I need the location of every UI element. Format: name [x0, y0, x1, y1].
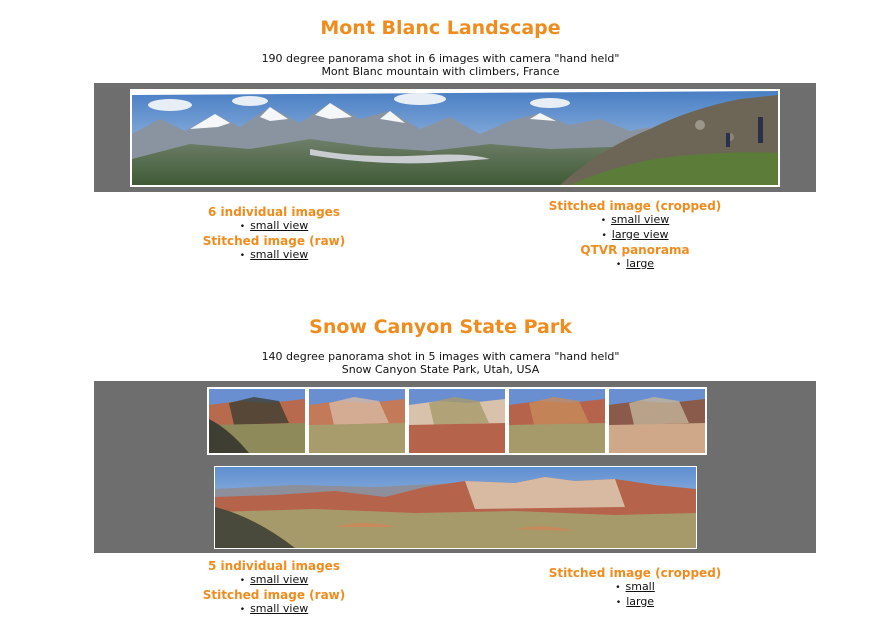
individual-image-thumb[interactable]	[507, 387, 607, 455]
individual-image-thumb[interactable]	[207, 387, 307, 455]
link-cropped-small-view[interactable]: small view	[611, 213, 670, 226]
link-qtvr-large[interactable]: large	[626, 257, 655, 270]
heading-individual-images: 6 individual images	[208, 205, 340, 219]
list-item	[535, 228, 735, 243]
heading-stitched-raw: Stitched image (raw)	[202, 588, 346, 602]
list-item	[188, 573, 360, 588]
link-cropped-small[interactable]: small	[625, 580, 655, 593]
link-stitched-raw-small-view[interactable]: small view	[250, 602, 309, 615]
links-right-mont-blanc	[535, 199, 735, 272]
link-individual-small-view[interactable]: small view	[250, 573, 309, 586]
list-item	[535, 580, 735, 595]
panorama-image-mont-blanc[interactable]	[130, 89, 780, 187]
desc-line-2: Snow Canyon State Park, Utah, USA	[341, 363, 540, 376]
list-item	[535, 257, 735, 272]
link-cropped-large[interactable]: large	[626, 595, 655, 608]
desc-line-1: 190 degree panorama shot in 6 images with camera "hand held"	[261, 52, 620, 65]
individual-image-thumb[interactable]	[307, 387, 407, 455]
section-title-mont-blanc: Mont Blanc Landscape	[320, 17, 561, 39]
desc-line-2: Mont Blanc mountain with climbers, France	[321, 65, 560, 78]
heading-stitched-raw: Stitched image (raw)	[202, 234, 346, 248]
list-item	[188, 219, 360, 234]
panorama-image-snow-canyon[interactable]	[214, 466, 697, 549]
individual-image-thumb[interactable]	[407, 387, 507, 455]
section-description-snow-canyon	[0, 350, 881, 376]
desc-line-1: 140 degree panorama shot in 5 images with camera "hand held"	[261, 350, 620, 363]
links-left-mont-blanc	[188, 205, 360, 263]
heading-individual-images: 5 individual images	[208, 559, 340, 573]
list-item	[535, 213, 735, 228]
section-description-mont-blanc	[0, 52, 881, 78]
section-title-snow-canyon: Snow Canyon State Park	[309, 316, 572, 338]
list-item	[535, 595, 735, 610]
individual-image-thumb[interactable]	[607, 387, 707, 455]
link-stitched-raw-small-view[interactable]: small view	[250, 248, 309, 261]
link-individual-small-view[interactable]: small view	[250, 219, 309, 232]
list-item	[188, 602, 360, 617]
links-right-snow-canyon	[535, 566, 735, 610]
heading-stitched-cropped: Stitched image (cropped)	[548, 199, 722, 213]
heading-qtvr-panorama: QTVR panorama	[580, 243, 690, 257]
links-left-snow-canyon	[188, 559, 360, 617]
heading-stitched-cropped: Stitched image (cropped)	[548, 566, 722, 580]
list-item	[188, 248, 360, 263]
link-cropped-large-view[interactable]: large view	[611, 228, 669, 241]
